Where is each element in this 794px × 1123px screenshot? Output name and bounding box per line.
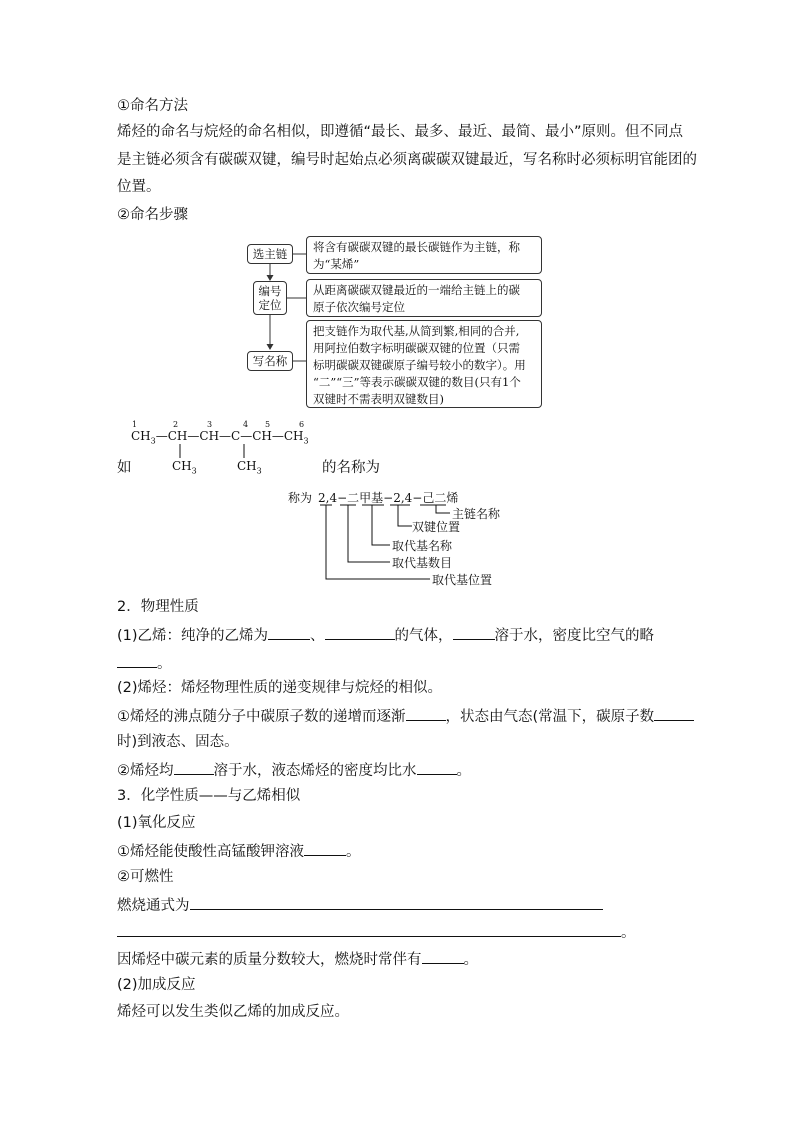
blank-density[interactable] xyxy=(117,652,157,668)
naming-method-text-3: 位置。 xyxy=(117,179,161,195)
blank-carbon-count[interactable] xyxy=(654,705,694,721)
blank-smoke[interactable] xyxy=(422,948,464,964)
physical-properties-heading: 2．物理性质 xyxy=(117,599,199,615)
text: 。 xyxy=(621,925,636,941)
ethylene-properties-line xyxy=(117,624,654,646)
carbon-number: 3 xyxy=(207,420,213,429)
step-3-desc-line: 标明碳碳双键碳原子编号较小的数字）。用 xyxy=(313,358,526,372)
blank-alkene-solubility[interactable] xyxy=(174,759,214,775)
carbon-number: 2 xyxy=(173,420,179,429)
formula-part: CH xyxy=(172,459,192,473)
text: ①烯烃能使酸性高锰酸钾溶液 xyxy=(117,844,304,860)
step-2-desc-line: 原子依次编号定位 xyxy=(313,300,405,314)
name-prefix: 称为 xyxy=(288,491,313,505)
combustion-heading: ②可燃性 xyxy=(117,869,174,885)
ethylene-density-line xyxy=(117,652,172,674)
annotation-substituent-position: 取代基位置 xyxy=(432,573,493,587)
annotation-main-chain-name: 主链名称 xyxy=(452,507,501,521)
text: 因烯烃中碳元素的质量分数较大，燃烧时常伴有 xyxy=(117,952,422,968)
blank-combustion-formula-1[interactable] xyxy=(190,894,603,910)
step-3-desc-line: 把支链作为取代基,从简到繁,相同的合并, xyxy=(313,324,520,338)
carbon-number: 5 xyxy=(265,420,271,429)
formula-part: CH xyxy=(237,459,257,473)
addition-text: 烯烃可以发生类似乙烯的加成反应。 xyxy=(117,1004,349,1020)
text: 溶于水，液态烯烃的密度均比水 xyxy=(213,763,417,779)
addition-heading: (2)加成反应 xyxy=(117,977,196,993)
oxidation-heading: (1)氧化反应 xyxy=(117,815,196,831)
text: ①烯烃的沸点随分子中碳原子数的递增而逐渐 xyxy=(117,709,406,725)
annotation-substituent-name: 取代基名称 xyxy=(392,539,453,553)
alkene-properties-line: (2)烯烃：烯烃物理性质的递变规律与烷烃的相似。 xyxy=(117,680,443,696)
boiling-point-line xyxy=(117,705,694,727)
step-3-desc-line: “二”“三”等表示碳碳双键的数目(只有1个 xyxy=(313,375,521,389)
text: 。 xyxy=(463,952,478,968)
step-1-label: 选主链 xyxy=(252,247,288,261)
combustion-formula-line xyxy=(117,894,603,916)
step-1-desc-line: 将含有碳碳双键的最长碳链作为主链，称 xyxy=(313,240,520,254)
text: 的气体， xyxy=(394,628,453,644)
carbon-number: 4 xyxy=(243,420,249,429)
formula-subscript: 3 xyxy=(150,436,156,446)
blank-kmno4[interactable] xyxy=(304,840,346,856)
example-suffix: 的名称为 xyxy=(322,460,380,476)
text: ②烯烃均 xyxy=(117,763,174,779)
blank-alkene-density[interactable] xyxy=(417,759,457,775)
carbon-number: 1 xyxy=(132,420,138,429)
text: 。 xyxy=(346,844,361,860)
blank-combustion-formula-2[interactable] xyxy=(117,921,621,937)
text: 、 xyxy=(310,628,325,644)
text: 燃烧通式为 xyxy=(117,898,190,914)
solubility-density-line xyxy=(117,759,471,781)
formula-part: —CH—CH—C—CH—CH xyxy=(155,429,304,443)
step-2-label-line: 定位 xyxy=(258,298,282,312)
smoke-line xyxy=(117,948,478,970)
text: 。 xyxy=(157,656,172,672)
text: 溶于水，密度比空气的略 xyxy=(494,628,655,644)
formula-subscript: 3 xyxy=(303,436,309,446)
blank-odor[interactable] xyxy=(325,624,395,640)
combustion-formula-line-2 xyxy=(117,921,636,943)
text: (1)乙烯：纯净的乙烯为 xyxy=(117,628,269,644)
formula-subscript: 3 xyxy=(191,466,197,476)
example-prefix: 如 xyxy=(117,460,132,476)
kmno4-line xyxy=(117,840,361,862)
step-3-desc-line: 用阿拉伯数字标明碳碳双键的位置（只需 xyxy=(313,341,520,355)
compound-name: 2,4−二甲基−2,4−己二烯 xyxy=(318,491,459,505)
step-2-desc-line: 从距离碳碳双键最近的一端给主链上的碳 xyxy=(313,283,520,297)
naming-method-text-2: 是主链必须含有碳碳双键，编号时起始点必须离碳碳双键最近，写名称时必须标明官能团的 xyxy=(117,152,697,168)
naming-method-heading: ①命名方法 xyxy=(117,98,188,114)
step-2-label-line: 编号 xyxy=(258,284,282,298)
text: 时)到液态、固态。 xyxy=(117,734,239,750)
text: ，状态由气态(常温下，碳原子数 xyxy=(445,709,655,725)
carbon-number: 6 xyxy=(299,420,305,429)
step-3-desc-line: 双键时不需表明双键数目) xyxy=(313,392,444,406)
blank-boiling-trend[interactable] xyxy=(406,705,446,721)
text: 。 xyxy=(456,763,471,779)
blank-color[interactable] xyxy=(268,624,310,640)
formula-subscript: 3 xyxy=(256,466,262,476)
blank-solubility[interactable] xyxy=(453,624,495,640)
naming-method-text-1: 烯烃的命名与烷烃的命名相似，即遵循“最长、最多、最近、最简、最小”原则。但不同点 xyxy=(117,124,684,140)
naming-steps-heading: ②命名步骤 xyxy=(117,207,188,223)
state-change-line xyxy=(117,732,239,752)
annotation-substituent-count: 取代基数目 xyxy=(392,556,453,570)
step-1-desc-line: 为“某烯” xyxy=(313,257,360,271)
step-3-label: 写名称 xyxy=(252,354,288,368)
chemical-properties-heading: 3．化学性质——与乙烯相似 xyxy=(117,788,301,804)
formula-part: CH xyxy=(131,429,151,443)
annotation-double-bond-position: 双键位置 xyxy=(412,520,461,534)
